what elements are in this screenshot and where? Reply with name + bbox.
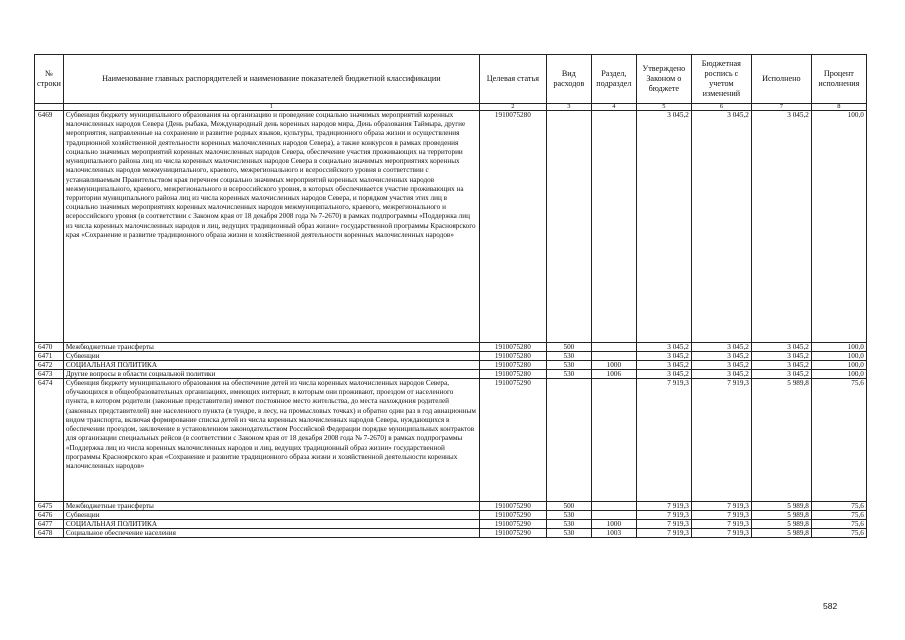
row-type: 530 — [546, 361, 591, 370]
row-type: 530 — [546, 370, 591, 379]
row-executed: 3 045,2 — [751, 343, 811, 352]
row-target: 1910075290 — [479, 379, 546, 502]
row-type: 530 — [546, 520, 591, 529]
header-target: Целевая статья — [479, 55, 546, 104]
row-target: 1910075290 — [479, 520, 546, 529]
page-number: 582 — [823, 601, 838, 611]
column-number: 2 — [479, 104, 546, 111]
header-section: Раздел, подраздел — [591, 55, 636, 104]
header-row — [35, 55, 867, 104]
row-budget: 3 045,2 — [691, 352, 751, 361]
column-number-row — [35, 104, 867, 111]
row-budget: 3 045,2 — [691, 361, 751, 370]
row-number: 6469 — [35, 111, 64, 343]
header-executed: Исполнено — [751, 55, 811, 104]
row-number: 6478 — [35, 529, 64, 538]
row-name: Другие вопросы в области социальной политики — [63, 370, 479, 379]
row-approved: 3 045,2 — [636, 111, 691, 343]
row-approved: 7 919,3 — [636, 511, 691, 520]
row-section: 1000 — [591, 361, 636, 370]
row-section — [591, 352, 636, 361]
row-number: 6472 — [35, 361, 64, 370]
column-number-blank — [35, 104, 64, 111]
row-percent: 100,0 — [811, 111, 866, 343]
row-name: Социальное обеспечение населения — [63, 529, 479, 538]
row-target: 1910075290 — [479, 511, 546, 520]
row-type: 530 — [546, 529, 591, 538]
row-executed: 5 989,8 — [751, 520, 811, 529]
row-name: Субвенции — [63, 352, 479, 361]
row-approved: 3 045,2 — [636, 370, 691, 379]
row-percent: 75,6 — [811, 520, 866, 529]
row-approved: 7 919,3 — [636, 502, 691, 511]
header-percent: Процент исполнения — [811, 55, 866, 104]
row-percent: 75,6 — [811, 379, 866, 502]
row-type: 530 — [546, 352, 591, 361]
row-type: 500 — [546, 343, 591, 352]
row-name: Межбюджетные трансферты — [63, 502, 479, 511]
row-executed: 3 045,2 — [751, 111, 811, 343]
row-approved: 3 045,2 — [636, 361, 691, 370]
row-type: 500 — [546, 502, 591, 511]
row-executed: 5 989,8 — [751, 511, 811, 520]
row-target: 1910075280 — [479, 352, 546, 361]
row-percent: 100,0 — [811, 352, 866, 361]
row-target: 1910075280 — [479, 111, 546, 343]
column-number: 7 — [751, 104, 811, 111]
column-number: 6 — [691, 104, 751, 111]
row-target: 1910075290 — [479, 502, 546, 511]
table-row — [35, 352, 867, 361]
column-number: 4 — [591, 104, 636, 111]
row-percent: 75,6 — [811, 511, 866, 520]
row-approved: 7 919,3 — [636, 379, 691, 502]
header-name: Наименование главных распорядителей и наименование показателей бюджетной классификации — [63, 55, 479, 104]
row-name: СОЦИАЛЬНАЯ ПОЛИТИКА — [63, 520, 479, 529]
row-name: СОЦИАЛЬНАЯ ПОЛИТИКА — [63, 361, 479, 370]
row-budget: 3 045,2 — [691, 111, 751, 343]
row-section: 1003 — [591, 529, 636, 538]
row-approved: 7 919,3 — [636, 529, 691, 538]
row-budget: 3 045,2 — [691, 370, 751, 379]
row-section: 1000 — [591, 520, 636, 529]
row-target: 1910075290 — [479, 529, 546, 538]
row-number: 6476 — [35, 511, 64, 520]
column-number: 3 — [546, 104, 591, 111]
row-section — [591, 379, 636, 502]
row-number: 6474 — [35, 379, 64, 502]
table-row — [35, 520, 867, 529]
row-approved: 3 045,2 — [636, 352, 691, 361]
row-section — [591, 511, 636, 520]
row-percent: 75,6 — [811, 502, 866, 511]
row-budget: 7 919,3 — [691, 511, 751, 520]
row-target: 1910075280 — [479, 370, 546, 379]
row-name: Субвенция бюджету муниципального образования на организацию и проведение социально значимых мероприятий коренных малочисленных народов Севера (День рыбака, Международный день коренных народов мира, День образования Таймыра, другие мероприятия, направленные на сохранение и развитие родных языков, культуры, традиционного образа жизни и осуществления традиционной хозяйственной деятельности коренных малочисленных народов Севера), а также конкурсов в рамках проведения социально значимых мероприятий коренных малочисленных народов Севера, обеспечение участия проживающих на территории муниципального района лиц из числа коренных малочисленных народов Севера в социально значимых мероприятиях коренных малочисленных народов межмуниципального, краевого, межрегионального и всероссийского уровня в соответствии с устанавливаемым Правительством края перечнем социально значимых мероприятий коренных малочисленных народов межмуниципального, краевого, межрегионального и всероссийского уровня, в которых обеспечивается участие проживающих на территории муниципального района лиц из числа коренных малочисленных народов Севера, и порядком участия этих лиц в социально значимых мероприятиях коренных малочисленных народов межмуниципального, краевого, межрегионального и всероссийского уровня (в соответствии с Законом края от 18 декабря 2008 года № 7-2670) в рамках подпрограммы «Поддержка лиц из числа коренных малочисленных народов и лиц, ведущих традиционный образ жизни» государственной программы Красноярского края «Сохранение и развитие традиционного образа жизни и хозяйственной деятельности коренных малочисленных народов» — [63, 111, 479, 343]
column-number: 1 — [63, 104, 479, 111]
row-type — [546, 379, 591, 502]
row-budget: 7 919,3 — [691, 379, 751, 502]
row-percent: 100,0 — [811, 343, 866, 352]
row-type — [546, 111, 591, 343]
table-row — [35, 343, 867, 352]
row-section: 1006 — [591, 370, 636, 379]
row-name: Субвенция бюджету муниципального образования на обеспечение детей из числа коренных малочисленных народов Севера, обучающихся в общеобразовательных организациях, имеющих интернат, в которым они проживают, проездом от населенного пункта, в котором родители (законные представители) имеют постоянное место жительства, до места нахождения родителей (законных представителей) вне населенного пункта (в тундре, в лесу, на промысловых точках) и обратно один раз в год авиационным видом транспорта, включая формирование списка детей из числа коренных малочисленных народов Севера, нуждающихся в обеспечении проездом, заключение в установленном законодательством Российской Федерации порядке муниципальных контрактов для организации специальных рейсов (в соответствии с Законом края от 18 декабря 2008 года № 7-2670) в рамках подпрограммы «Поддержка лиц из числа коренных малочисленных народов и лиц, ведущих традиционный образ жизни» государственной программы Красноярского края «Сохранение и развитие традиционного образа жизни и хозяйственной деятельности коренных малочисленных народов» — [63, 379, 479, 502]
row-section — [591, 502, 636, 511]
table-row — [35, 529, 867, 538]
table-row — [35, 111, 867, 343]
row-approved: 7 919,3 — [636, 520, 691, 529]
budget-table — [34, 54, 867, 538]
row-type: 530 — [546, 511, 591, 520]
row-section — [591, 343, 636, 352]
header-budget: Бюджетная роспись с учетом изменений — [691, 55, 751, 104]
column-number: 5 — [636, 104, 691, 111]
row-number: 6470 — [35, 343, 64, 352]
table-row — [35, 511, 867, 520]
row-executed: 5 989,8 — [751, 502, 811, 511]
row-target: 1910075280 — [479, 361, 546, 370]
table-row — [35, 379, 867, 502]
row-executed: 3 045,2 — [751, 370, 811, 379]
row-target: 1910075280 — [479, 343, 546, 352]
row-percent: 100,0 — [811, 370, 866, 379]
table-row — [35, 502, 867, 511]
row-number: 6477 — [35, 520, 64, 529]
row-executed: 5 989,8 — [751, 379, 811, 502]
row-budget: 3 045,2 — [691, 343, 751, 352]
header-row-no: № строки — [35, 55, 64, 104]
row-number: 6471 — [35, 352, 64, 361]
row-executed: 5 989,8 — [751, 529, 811, 538]
row-executed: 3 045,2 — [751, 352, 811, 361]
row-budget: 7 919,3 — [691, 502, 751, 511]
row-percent: 100,0 — [811, 361, 866, 370]
row-budget: 7 919,3 — [691, 520, 751, 529]
column-number: 8 — [811, 104, 866, 111]
row-executed: 3 045,2 — [751, 361, 811, 370]
row-percent: 75,6 — [811, 529, 866, 538]
table-row — [35, 361, 867, 370]
table-row — [35, 370, 867, 379]
row-number: 6475 — [35, 502, 64, 511]
row-name: Межбюджетные трансферты — [63, 343, 479, 352]
header-type: Вид расходов — [546, 55, 591, 104]
row-budget: 7 919,3 — [691, 529, 751, 538]
row-section — [591, 111, 636, 343]
header-approved: Утверждено Законом о бюджете — [636, 55, 691, 104]
row-name: Субвенции — [63, 511, 479, 520]
row-approved: 3 045,2 — [636, 343, 691, 352]
row-number: 6473 — [35, 370, 64, 379]
